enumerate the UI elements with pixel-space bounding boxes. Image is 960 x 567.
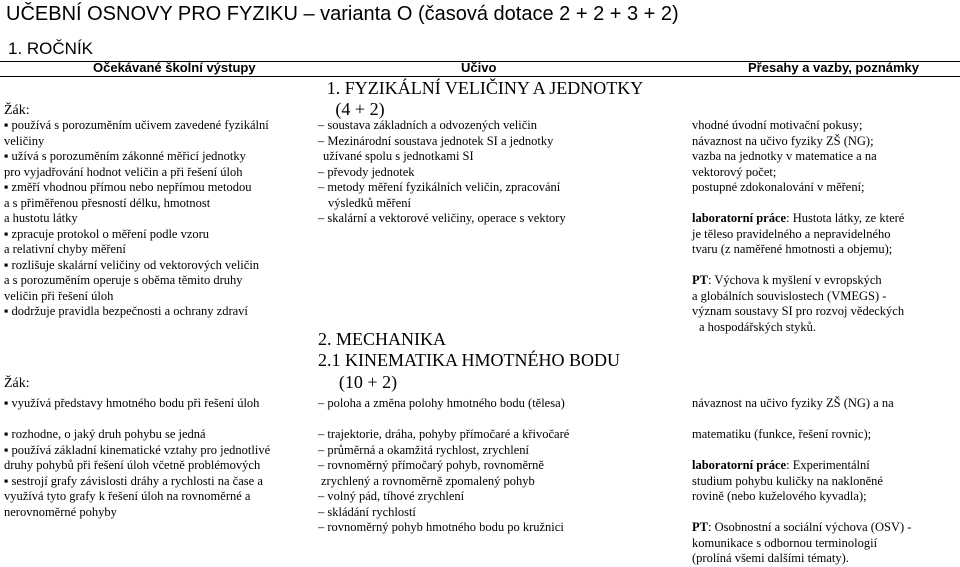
lab-label: laboratorní práce — [692, 211, 787, 225]
section1-hours: (4 + 2) — [335, 99, 385, 119]
output-item: veličin při řešení úloh — [4, 288, 114, 303]
content-item — [318, 412, 569, 428]
content-item: výsledků měření — [328, 195, 411, 210]
output-item: ▪ užívá s porozuměním zákonné měřicí jednotky — [4, 149, 246, 163]
lab-text: : Experimentální — [786, 458, 870, 472]
output-item: ▪ sestrojí grafy závislosti dráhy a rychlosti na čase a — [4, 473, 263, 488]
note-item: návaznost na učivo fyziky ZŠ (NG); — [692, 133, 874, 148]
note-item: studium pohybu kuličky na nakloněné — [692, 473, 883, 488]
pt-label: PT — [692, 520, 708, 534]
note-item: (prolíná všemi dalšími tématy). — [692, 551, 849, 565]
header-content: Učivo — [461, 60, 497, 75]
output-item: a relativní chyby měření — [4, 242, 126, 256]
header-notes: Přesahy a vazby, poznámky — [748, 60, 920, 75]
note-item: postupné zdokonalování v měření; — [692, 180, 865, 194]
pt-label: PT — [692, 273, 708, 287]
content-item: – rovnoměrný přímočarý pohyb, rovnoměrně — [318, 458, 544, 472]
pt-text: : Osobnostní a sociální výchova (OSV) - — [707, 520, 912, 534]
note-item: je těleso pravidelného a nepravidelného — [692, 226, 891, 241]
note-item — [692, 412, 911, 428]
note-item: vazba na jednotky v matematice a na — [692, 149, 877, 163]
section1-title: 1. FYZIKÁLNÍ VELIČINY A JEDNOTKY — [326, 78, 644, 98]
content-item: – skládání rychlostí — [318, 504, 416, 519]
content-item: – průměrná a okamžitá rychlost, zrychlení — [318, 442, 530, 457]
lab-text: : Hustota látky, ze které — [786, 211, 905, 225]
output-item: ▪ používá základní kinematické vztahy pro jednotlivé — [4, 442, 271, 457]
section2-notes — [692, 396, 911, 567]
content-item: – metody měření fyzikálních veličin, zpracování — [318, 180, 561, 194]
page-title: UČEBNÍ OSNOVY PRO FYZIKU – varianta O (časová dotace 2 + 2 + 3 + 2) — [6, 3, 679, 25]
note-item: rovině (nebo kuželového kyvadla); — [692, 489, 867, 503]
note-item: matematiku (funkce, řešení rovnic); — [692, 427, 872, 441]
pt-text: : Výchova k myšlení v evropských — [707, 273, 882, 287]
lab-note — [692, 458, 911, 474]
pt-note — [692, 273, 904, 289]
output-item: druhy pohybů při řešení úloh včetně problémových — [4, 458, 261, 472]
content-item: – převody jednotek — [318, 164, 415, 179]
lab-label: laboratorní práce — [692, 458, 787, 472]
output-item: ▪ zpracuje protokol o měření podle vzoru — [4, 226, 210, 241]
note-item: vektorový počet; — [692, 164, 777, 179]
output-item: ▪ rozlišuje skalární veličiny od vektorových veličin — [4, 257, 260, 272]
output-item: a hustotu látky — [4, 211, 78, 225]
section1-notes — [692, 118, 904, 335]
section2-subtitle: 2.1 KINEMATIKA HMOTNÉHO BODU — [318, 350, 620, 370]
section2-title: 2. MECHANIKA — [318, 329, 446, 349]
content-item: – soustava základních a odvozených veličin — [318, 118, 538, 132]
output-item: ▪ využívá představy hmotného bodu při řešení úloh — [4, 396, 260, 410]
note-item: návaznost na učivo fyziky ZŠ (NG) a na — [692, 396, 894, 410]
output-item: veličiny — [4, 133, 45, 148]
section2-content — [318, 396, 569, 536]
output-item: a s porozuměním operuje s oběma těmito druhy — [4, 273, 243, 287]
note-item: a hospodářských styků. — [699, 319, 816, 334]
section2-student-label: Žák: — [4, 376, 30, 391]
header-bottom-rule — [0, 76, 960, 77]
section1-content — [318, 118, 566, 227]
output-item: využívá tyto grafy k řešení úloh na rovnoměrné a — [4, 489, 251, 503]
content-item: – skalární a vektorové veličiny, operace s vektory — [318, 211, 566, 225]
section2-hours: (10 + 2) — [338, 372, 398, 392]
output-item: ▪ používá s porozuměním učivem zavedené fyzikální — [4, 118, 269, 132]
pt-note — [692, 520, 911, 536]
note-item: vhodné úvodní motivační pokusy; — [692, 118, 863, 132]
output-item: ▪ dodržuje pravidla bezpečnosti a ochrany zdraví — [4, 304, 248, 318]
lab-note — [692, 211, 904, 227]
content-item: – Mezinárodní soustava jednotek SI a jednotky — [318, 133, 554, 148]
section2-outputs — [4, 396, 270, 520]
note-item: význam soustavy SI pro rozvoj vědeckých — [692, 304, 905, 318]
output-item: pro vyjadřování hodnot veličin a při řešení úloh — [4, 164, 243, 179]
output-item: a s přiměřenou přesností délku, hmotnost — [4, 195, 211, 210]
year-heading: 1. ROČNÍK — [8, 39, 94, 58]
note-item: komunikace s odbornou terminologií — [692, 535, 878, 550]
content-item: – trajektorie, dráha, pohyby přímočaré a křivočaré — [318, 427, 570, 441]
section1-student-label: Žák: — [4, 103, 30, 118]
output-item: ▪ změří vhodnou přímou nebo nepřímou metodou — [4, 180, 252, 194]
content-item: – rovnoměrný pohyb hmotného bodu po kružnici — [318, 520, 564, 534]
content-item: – poloha a změna polohy hmotného bodu (tělesa) — [318, 396, 565, 410]
output-item — [4, 412, 270, 428]
note-item: a globálních souvislostech (VMEGS) - — [692, 288, 887, 303]
output-item: ▪ rozhodne, o jaký druh pohybu se jedná — [4, 427, 206, 441]
content-item: zrychlený a rovnoměrně zpomalený pohyb — [321, 473, 535, 488]
content-item: – volný pád, tíhové zrychlení — [318, 489, 465, 503]
note-item: tvaru (z naměřené hmotnosti a objemu); — [692, 242, 893, 256]
content-item: užívané spolu s jednotkami SI — [323, 149, 474, 163]
header-outputs: Očekávané školní výstupy — [93, 60, 256, 75]
output-item: nerovnoměrné pohyby — [4, 504, 117, 519]
section1-outputs — [4, 118, 269, 320]
